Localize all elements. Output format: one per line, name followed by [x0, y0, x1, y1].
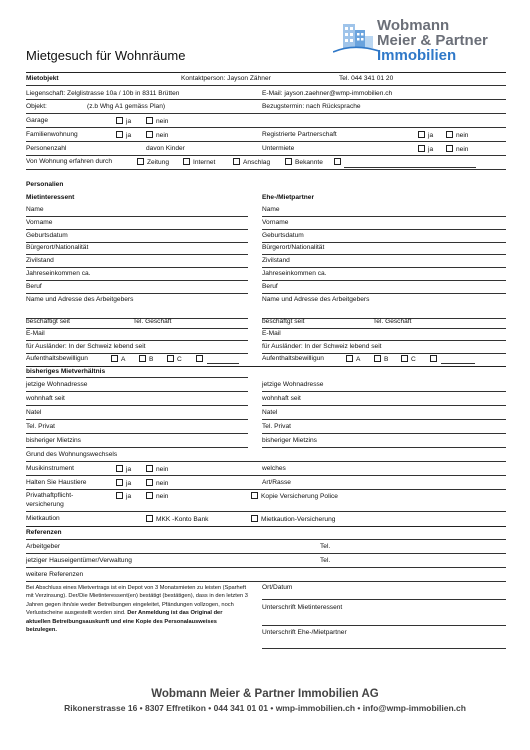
musik-label: Musikinstrument	[26, 465, 75, 472]
checkbox[interactable]	[446, 131, 453, 138]
checkbox[interactable]	[111, 355, 118, 362]
checkbox[interactable]	[418, 145, 425, 152]
field-label-left: Geburtsdatum	[26, 231, 68, 239]
kaution-versicherung[interactable]: Mietkaution-Versicherung	[251, 515, 335, 523]
field-label-right: Bürgerort/Nationalität	[262, 244, 325, 252]
field-line-left[interactable]	[26, 280, 248, 281]
logo-line-3: Immobilien	[377, 47, 457, 64]
field-line-right[interactable]	[262, 293, 506, 294]
permit-a-left[interactable]: A	[111, 355, 125, 363]
erfahren-label: Von Wohnung erfahren durch	[26, 158, 113, 165]
contact-email: E-Mail: jayson.zaehner@wmp-immobilien.ch	[262, 90, 393, 97]
familienwohnung-nein[interactable]: nein	[146, 131, 168, 139]
checkbox[interactable]	[196, 355, 203, 362]
haftpflicht-label-2: versicherung	[26, 501, 64, 508]
familienwohnung-label: Familienwohnung	[26, 131, 78, 138]
signature-interessent: Unterschrift Mietinteressent	[262, 604, 343, 611]
arbeitgeber-label: Arbeitgeber	[26, 543, 61, 550]
permit-b-left[interactable]: B	[139, 355, 153, 363]
checkbox[interactable]	[116, 117, 123, 124]
objekt-hint: (z.b Whg A1 gemäss Plan)	[87, 103, 166, 110]
untermiete-ja[interactable]: ja	[418, 145, 433, 153]
natel-left: Natel	[26, 409, 42, 416]
checkbox[interactable]	[346, 355, 353, 362]
contact-tel: Tel. 044 341 01 20	[339, 75, 394, 82]
field-label-right: Beruf	[262, 282, 278, 290]
tel-privat-left: Tel. Privat	[26, 423, 55, 430]
permit-other-left[interactable]	[196, 355, 206, 363]
hauseigentuemer-label: jetziger Hauseigentümer/Verwaltung	[26, 557, 132, 564]
checkbox[interactable]	[116, 465, 123, 472]
beschaeftigt-right: beschäftgt seit	[262, 318, 305, 325]
logo-line-2: Meier & Partner	[377, 32, 488, 49]
page-title: Mietgesuch für Wohnräume	[26, 48, 186, 63]
tel-geschaeft-left: Tel. Geschäft	[133, 318, 172, 325]
checkbox[interactable]	[146, 492, 153, 499]
rasse-label: Art/Rasse	[262, 479, 291, 486]
field-line-left[interactable]	[26, 293, 248, 294]
checkbox[interactable]	[233, 158, 240, 165]
field-label-left: Bürgerort/Nationalität	[26, 244, 89, 252]
building-logo-icon	[333, 20, 379, 54]
haustiere-nein[interactable]: nein	[146, 479, 168, 487]
haftpflicht-ja[interactable]: ja	[116, 492, 131, 500]
arbeitgeber-tel: Tel.	[320, 543, 331, 550]
checkbox[interactable]	[146, 479, 153, 486]
checkbox[interactable]	[374, 355, 381, 362]
garage-label: Garage	[26, 117, 48, 124]
partnerschaft-ja[interactable]: ja	[418, 131, 433, 139]
natel-right: Natel	[262, 409, 278, 416]
field-label-left: Vorname	[26, 218, 53, 226]
permit-a-right[interactable]: A	[346, 355, 360, 363]
aufenthalt-left: Aufenthaltsbewilligun	[26, 355, 88, 362]
permit-c-left[interactable]: C	[167, 355, 182, 363]
footer-address: Rikonerstrasse 16 • 8307 Effretikon • 044 341 01 01 • wmp-immobilien.ch • info@wmp-immobilien.ch	[64, 703, 466, 713]
checkbox[interactable]	[116, 479, 123, 486]
untermiete-nein[interactable]: nein	[446, 145, 468, 153]
email-left: E-Mail	[26, 330, 45, 337]
logo-line-1: Wobmann	[377, 17, 450, 34]
heading-mietinteressent: Mietinteressent	[26, 194, 75, 201]
section-referenzen: Referenzen	[26, 529, 62, 536]
weitere-label: weitere Referenzen	[26, 571, 84, 578]
kaution-konto[interactable]: MKK -Konto Bank	[146, 515, 208, 523]
field-line-left[interactable]	[26, 267, 248, 268]
field-label-left: Zivilstand	[26, 257, 54, 265]
top-rule	[26, 72, 506, 73]
field-label-left: Name	[26, 206, 44, 213]
checkbox[interactable]	[446, 145, 453, 152]
checkbox[interactable]	[167, 355, 174, 362]
field-line-right[interactable]	[262, 254, 506, 255]
checkbox[interactable]	[183, 158, 190, 165]
welches-label: welches	[262, 465, 286, 472]
tel-geschaeft-right: Tel. Geschäft	[373, 318, 412, 325]
field-label-right: Geburtsdatum	[262, 231, 304, 239]
legal-notice: Bei Abschluss eines Mietvertrags ist ein Depot von 3 Monatsmieten zu leisten (Sparheft mit Verzinsung). Der/Die Mietinteressent(en) bestätigt (bestätigen), dass in den letzten 3 Jahren gegen ihn/sie weder Betreibungen eingeleitet, Pfändungen vollzogen, noch Verlustscheine ausgestellt worden sind. Der Anmeldung ist das Original der aktuellen Betreibungsauskunft und eine Kopie des Personalausweises beizulegen.	[26, 585, 248, 634]
email-right: E-Mail	[262, 330, 281, 337]
field-line-left[interactable]	[26, 242, 248, 243]
field-line-left[interactable]	[26, 254, 248, 255]
wohnadresse-right: jetzige Wohnadresse	[262, 381, 324, 388]
partnerschaft-nein[interactable]: nein	[446, 131, 468, 139]
field-label-right: Name	[262, 206, 280, 213]
field-label-right: Zivilstand	[262, 257, 290, 265]
contact-person: Kontaktperson: Jayson Zähner	[181, 75, 271, 82]
partnerschaft-label: Registrierte Partnerschaft	[262, 131, 337, 138]
source-anschlag[interactable]: Anschlag	[233, 158, 270, 166]
field-label-left: Jahreseinkommen ca.	[26, 270, 91, 277]
field-label-right: Jahreseinkommen ca.	[262, 270, 327, 277]
musik-ja[interactable]: ja	[116, 465, 131, 473]
checkbox[interactable]	[251, 492, 258, 499]
aufenthalt-right: Aufenthaltsbewilligun	[262, 355, 324, 362]
garage-nein[interactable]: nein	[146, 117, 168, 125]
field-line-right[interactable]	[262, 216, 506, 217]
familienwohnung-ja[interactable]: ja	[116, 131, 131, 139]
field-line-right[interactable]	[262, 229, 506, 230]
auslaender-right: für Ausländer: In der Schweiz lebend seit	[262, 343, 382, 350]
field-line-right[interactable]	[262, 242, 506, 243]
heading-partner: Ehe-/Mietpartner	[262, 194, 315, 201]
field-label-right: Vorname	[262, 218, 289, 226]
permit-c-right[interactable]: C	[401, 355, 416, 363]
checkbox[interactable]	[401, 355, 408, 362]
field-label-left: Beruf	[26, 282, 42, 290]
wohnhaft-left: wohnhaft seit	[26, 395, 65, 402]
field-line-left[interactable]	[26, 229, 248, 230]
checkbox[interactable]	[334, 158, 341, 165]
kinder-label: davon Kinder	[146, 145, 185, 152]
untermiete-label: Untermiete	[262, 145, 295, 152]
mietzins-left: bisheriger Mietzins	[26, 437, 81, 444]
hauseigentuemer-tel: Tel.	[320, 557, 331, 564]
permit-b-right[interactable]: B	[374, 355, 388, 363]
source-zeitung[interactable]: Zeitung	[137, 158, 169, 166]
field-label-right: Name und Adresse des Arbeitgebers	[262, 295, 370, 303]
wohnhaft-right: wohnhaft seit	[262, 395, 301, 402]
checkbox[interactable]	[146, 465, 153, 472]
field-line-right[interactable]	[262, 280, 506, 281]
field-line-left[interactable]	[26, 216, 248, 217]
liegenschaft: Liegenschaft: Zelglistrasse 10a / 10b in 8311 Brütten	[26, 90, 180, 97]
section-mietverhaeltnis: bisheriges Mietverhältnis	[26, 368, 106, 375]
bezugstermin: Bezugstermin: nach Rücksprache	[262, 103, 361, 110]
mietzins-right: bisheriger Mietzins	[262, 437, 317, 444]
musik-nein[interactable]: nein	[146, 465, 168, 473]
ort-datum-label: Ort/Datum	[262, 584, 293, 591]
checkbox[interactable]	[137, 158, 144, 165]
source-bekannte[interactable]: Bekannte	[285, 158, 323, 166]
checkbox[interactable]	[139, 355, 146, 362]
source-other[interactable]	[334, 158, 344, 166]
grund-label: Grund des Wohnungswechsels	[26, 451, 118, 458]
permit-other-right[interactable]	[430, 355, 440, 363]
haustiere-ja[interactable]: ja	[116, 479, 131, 487]
objekt-label: Objekt:	[26, 103, 47, 110]
checkbox[interactable]	[418, 131, 425, 138]
beschaeftigt-left: beschäftigt seit	[26, 318, 70, 325]
field-line-right[interactable]	[262, 267, 506, 268]
tel-privat-right: Tel. Privat	[262, 423, 291, 430]
wohnadresse-left: jetzige Wohnadresse	[26, 381, 88, 388]
checkbox[interactable]	[251, 515, 258, 522]
checkbox[interactable]	[116, 131, 123, 138]
haftpflicht-nein[interactable]: nein	[146, 492, 168, 500]
auslaender-left: für Ausländer: In der Schweiz lebend seit	[26, 343, 146, 350]
checkbox[interactable]	[430, 355, 437, 362]
checkbox[interactable]	[285, 158, 292, 165]
personenzahl-label: Personenzahl	[26, 145, 67, 152]
checkbox[interactable]	[146, 515, 153, 522]
haustiere-label: Halten Sie Haustiere	[26, 479, 87, 486]
section-personalien: Personalien	[26, 181, 64, 188]
checkbox[interactable]	[116, 492, 123, 499]
checkbox[interactable]	[146, 131, 153, 138]
source-internet[interactable]: Internet	[183, 158, 215, 166]
checkbox[interactable]	[146, 117, 153, 124]
footer-company: Wobmann Meier & Partner Immobilien AG	[151, 688, 379, 700]
garage-ja[interactable]: ja	[116, 117, 131, 125]
police-check[interactable]: Kopie Versicherung Police	[251, 492, 338, 500]
signature-partner: Unterschrift Ehe-/Mietpartner	[262, 629, 347, 636]
kaution-label: Mietkaution	[26, 515, 60, 522]
section-mietobjekt: Mietobjekt	[26, 75, 59, 82]
haftpflicht-label-1: Privathaftpflicht-	[26, 492, 74, 499]
field-label-left: Name und Adresse des Arbeitgebers	[26, 295, 134, 303]
